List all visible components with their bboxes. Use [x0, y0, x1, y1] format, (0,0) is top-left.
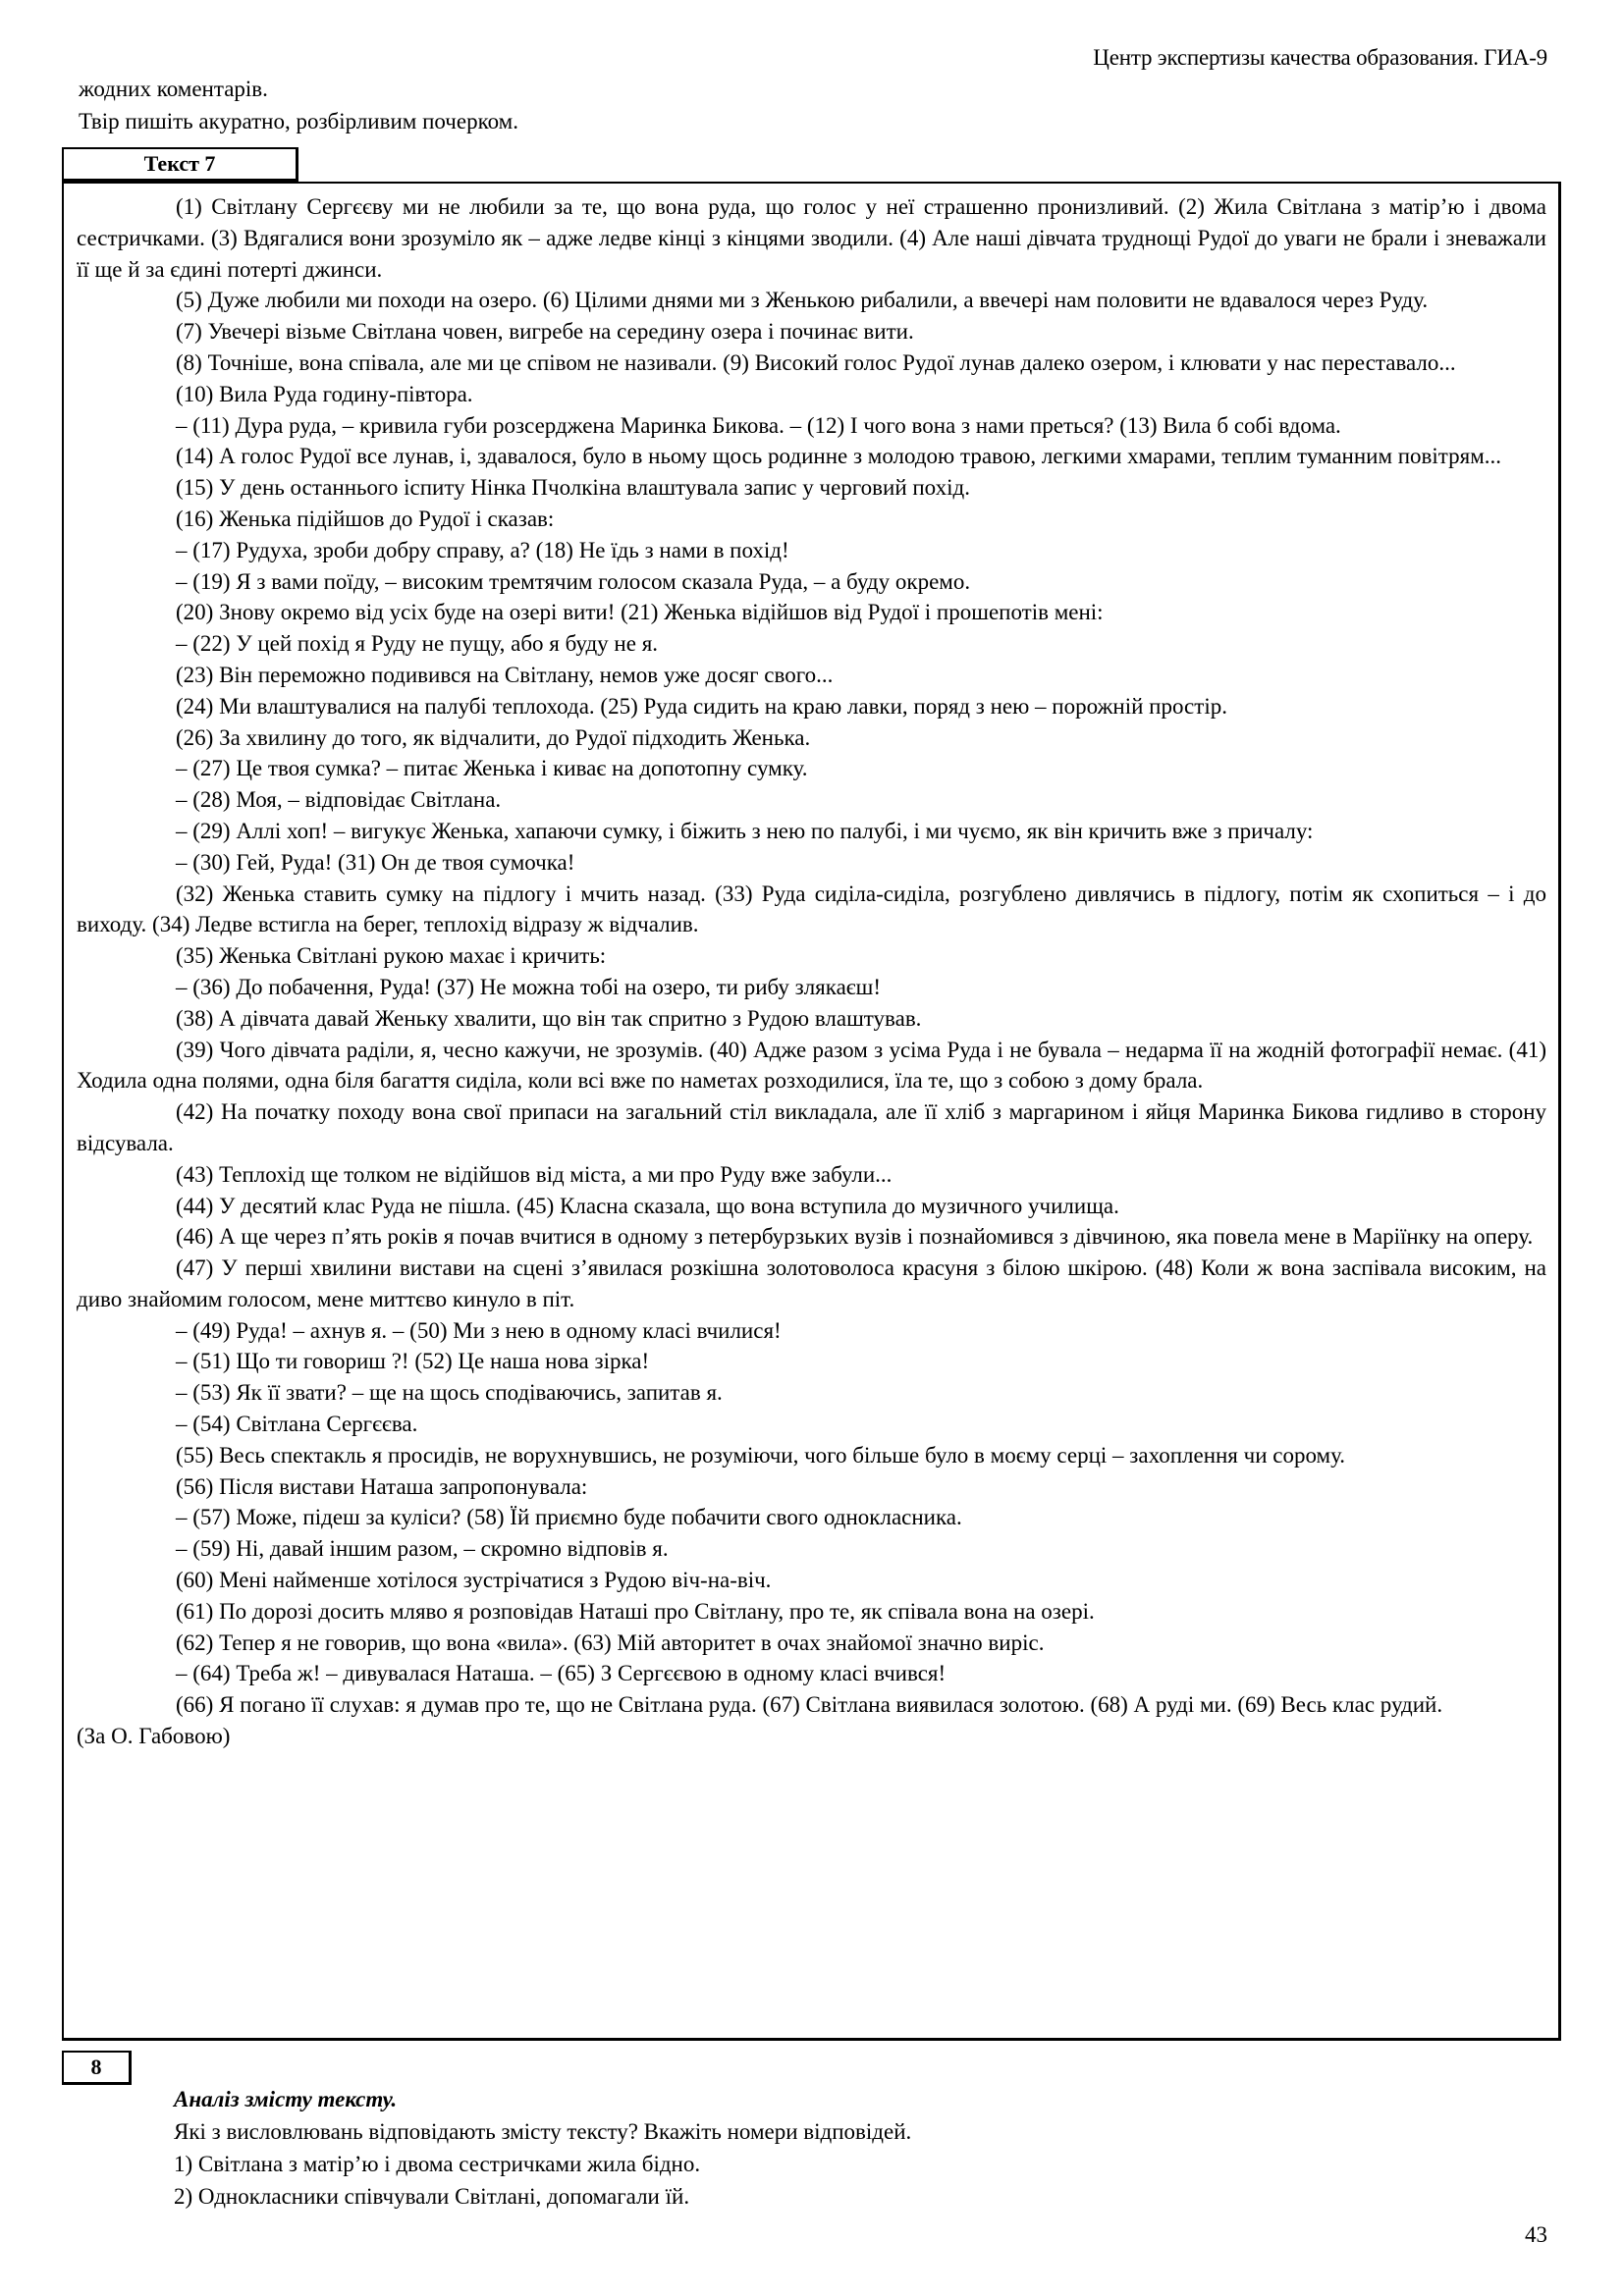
text-paragraph: (24) Ми влаштувалися на палубі теплохода. (25) Руда сидить на краю лавки, поряд з нею – порожній простір.	[176, 693, 1227, 719]
text-paragraph: (10) Вила Руда годину-півтора.	[176, 381, 473, 406]
text-paragraph: (8) Точніше, вона співала, але ми це співом не називали. (9) Високий голос Рудої лунав далеко озером, і клювати у нас переставало...	[176, 349, 1456, 375]
text-paragraph: – (17) Рудуха, зроби добру справу, а? (18) Не їдь з нами в похід!	[176, 537, 789, 562]
text-paragraph: (38) А дівчата давай Женьку хвалити, що він так спритно з Рудою влаштував.	[176, 1005, 922, 1031]
task-option: 1) Світлана з матір’ю і двома сестричками жила бідно.	[174, 2152, 701, 2176]
instruction-line: Твір пишіть акуратно, розбірливим почерком.	[79, 109, 518, 133]
text-paragraph: (32) Женька ставить сумку на підлогу і мчить назад. (33) Руда сиділа-сиділа, розгублено дивлячись в підлогу, потім як схопиться – і до виходу. (34) Ледве встигла на берег, теплохід відразу ж відчалив.	[77, 881, 1546, 937]
text-paragraph: (62) Тепер я не говорив, що вона «вила». (63) Мій авторитет в очах знайомої значно виріс.	[176, 1629, 1045, 1655]
text-paragraph: (14) А голос Рудої все лунав, і, здавалося, було в ньому щось родинне з молодою травою, легкими хмарами, теплим туманним повітрям...	[176, 444, 1502, 469]
text-paragraph: (44) У десятий клас Руда не пішла. (45) Класна сказала, що вона вступила до музичного училища.	[176, 1193, 1119, 1218]
text-paragraph: – (19) Я з вами поїду, – високим тремтячим голосом сказала Руда, – а буду окремо.	[176, 568, 971, 594]
text-paragraph: (46) А ще через п’ять років я почав вчитися в одному з петербурзьких вузів і познайомився з дівчиною, яка повела мене в Маріїнку на оперу.	[176, 1224, 1534, 1250]
text-paragraph: – (49) Руда! – ахнув я. – (50) Ми з нею в одному класі вчилися!	[176, 1317, 782, 1343]
task-block	[174, 2083, 911, 2213]
text-paragraph: (66) Я погано її слухав: я думав про те, що не Світлана руда. (67) Світлана виявилася золотою. (68) А руді ми. (69) Весь клас рудий.	[176, 1692, 1443, 1718]
text-paragraph: (5) Дуже любили ми походи на озеро. (6) Цілими днями ми з Женькою рибалили, а ввечері нам половити не вдавалося через Руду.	[176, 288, 1429, 313]
instruction-line: жодних коментарів.	[79, 77, 268, 101]
text-paragraph: – (29) Аллі хоп! – вигукує Женька, хапаючи сумку, і біжить з нею по палубі, і ми чуємо, як він кричить вже з причалу:	[176, 818, 1314, 843]
text-paragraph: (15) У день останнього іспиту Нінка Пчолкіна влаштувала запис у черговий похід.	[176, 475, 970, 501]
text-paragraph: – (53) Як її звати? – ще на щось сподіваючись, запитав я.	[176, 1380, 723, 1406]
text-paragraph: (42) На початку походу вона свої припаси на загальний стіл викладала, але її хліб з маргарином і яйця Маринка Бикова гидливо в сторону відсувала.	[77, 1099, 1546, 1155]
page-number: 43	[1525, 2222, 1547, 2247]
page-header: Центр экспертизы качества образования. ГИА-9	[1093, 45, 1547, 70]
text-paragraph: – (27) Це твоя сумка? – питає Женька і киває на допотопну сумку.	[176, 756, 808, 781]
reading-text	[62, 182, 1561, 2041]
text-paragraph: – (36) До побачення, Руда! (37) Не можна тобі на озеро, ти рибу злякаєш!	[176, 974, 882, 999]
text-paragraph: – (59) Ні, давай іншим разом, – скромно відповів я.	[176, 1536, 669, 1562]
text-paragraph: (56) Після вистави Наташа запропонувала:	[176, 1473, 588, 1499]
task-title: Аналіз змісту тексту.	[174, 2087, 398, 2111]
text-paragraph: (61) По дорозі досить мляво я розповідав Наташі про Світлану, про те, як співала вона на озері.	[176, 1598, 1095, 1624]
text-paragraph: – (64) Треба ж! – дивувалася Наташа. – (65) З Сергєєвою в одному класі вчився!	[176, 1661, 947, 1686]
text-paragraph: (43) Теплохід ще толком не відійшов від міста, а ми про Руду вже забули...	[176, 1161, 893, 1187]
task-number: 8	[62, 2051, 132, 2085]
text-paragraph: (60) Мені найменше хотілося зустрічатися з Рудою віч-на-віч.	[176, 1568, 772, 1593]
task-option: 2) Однокласники співчували Світлані, допомагали їй.	[174, 2184, 690, 2209]
text-paragraph: – (30) Гей, Руда! (31) Он де твоя сумочка!	[176, 849, 575, 875]
text-paragraph: (23) Він переможно подивився на Світлану, немов уже досяг свого...	[176, 662, 834, 687]
instructions	[79, 73, 518, 137]
text-paragraph: (26) За хвилину до того, як відчалити, до Рудої підходить Женька.	[176, 724, 811, 750]
text-paragraph: – (11) Дура руда, – кривила губи розсерджена Маринка Бикова. – (12) І чого вона з нами преться? (13) Вила б собі вдома.	[176, 412, 1341, 438]
text-paragraph: (39) Чого дівчата раділи, я, чесно кажучи, не зрозумів. (40) Адже разом з усіма Руда і не бувала – недарма її на жодній фотографії немає. (41) Ходила одна полями, одна біля багаття сиділа, коли всі вже по наметах розходилися, їла те, що з собою з дому брала.	[77, 1037, 1546, 1094]
text-paragraph: – (54) Світлана Сергєєва.	[176, 1412, 418, 1437]
text-paragraph: – (51) Що ти говориш ?! (52) Це наша нова зірка!	[176, 1349, 650, 1374]
text-paragraph: (35) Женька Світлані рукою махає і кричить:	[176, 943, 607, 969]
text-paragraph: – (28) Моя, – відповідає Світлана.	[176, 787, 502, 813]
text-paragraph: (7) Увечері візьме Світлана човен, вигребе на середину озера і починає вити.	[176, 319, 914, 345]
text-paragraph: (47) У перші хвилини вистави на сцені з’явилася розкішна золотоволоса красуня з білою шкірою. (48) Коли ж вона заспівала високим, на диво знайомим голосом, мене миттєво кинуло в піт.	[77, 1255, 1546, 1311]
text-paragraph: (20) Знову окремо від усіх буде на озері вити! (21) Женька відійшов від Рудої і прошепотів мені:	[176, 600, 1104, 625]
text-paragraph: (55) Весь спектакль я просидів, не ворухнувшись, не розуміючи, чого більше було в моєму серці – захоплення чи сорому.	[176, 1442, 1346, 1468]
text-paragraph: (16) Женька підійшов до Рудої і сказав:	[176, 506, 555, 531]
text-paragraph: (1) Світлану Сергєєву ми не любили за те, що вона руда, що голос у неї страшенно пронизливий. (2) Жила Світлана з матір’ю і двома сестричками. (3) Вдягалися вони зрозуміло як – адже ледве кінці з кінцями зводили. (4) Але наші дівчата труднощі Рудої до уваги не брали і зневажали її ще й за єдині потерті джинси.	[77, 194, 1546, 282]
task-question: Які з висловлювань відповідають змісту тексту? Вкажіть номери відповідей.	[174, 2119, 912, 2144]
text-label: Текст 7	[62, 147, 298, 182]
text-paragraph: – (22) У цей похід я Руду не пущу, або я буду не я.	[176, 631, 659, 657]
text-paragraph: – (57) Може, підеш за куліси? (58) Їй приємно буде побачити свого однокласника.	[176, 1505, 962, 1530]
attribution: (За О. Габовою)	[77, 1724, 231, 1749]
